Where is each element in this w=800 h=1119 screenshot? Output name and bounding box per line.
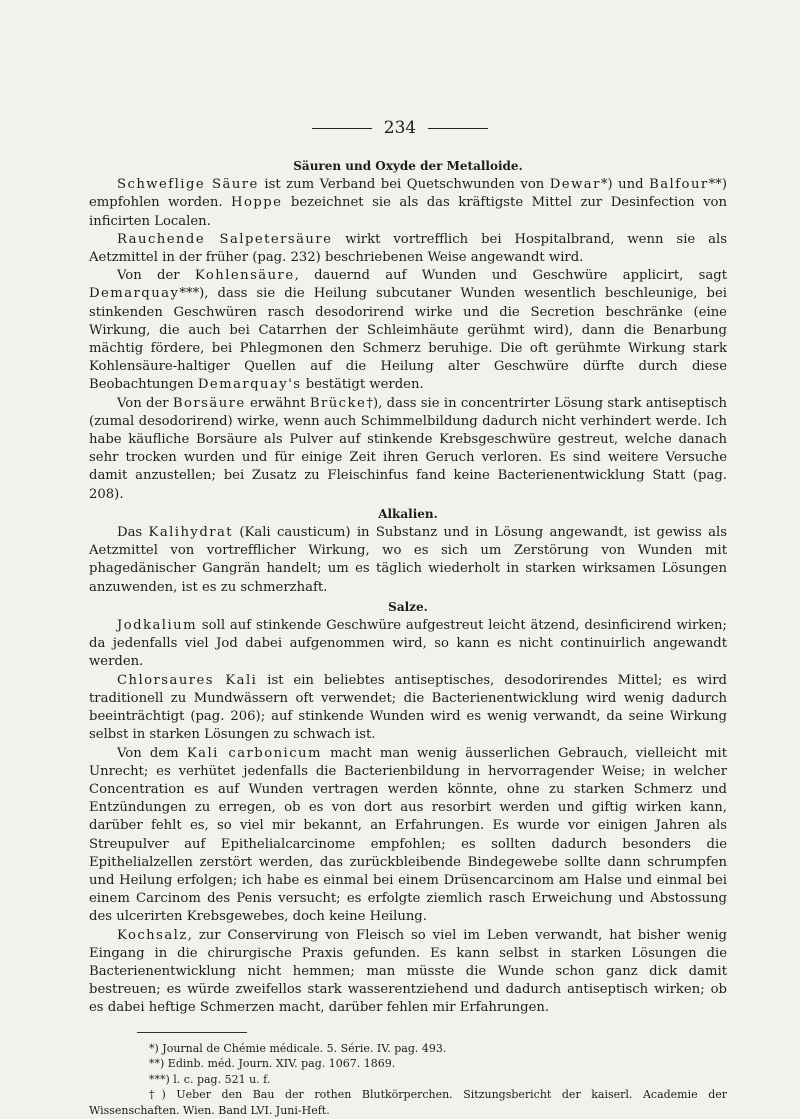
emphasized-term: Borsäure xyxy=(172,395,246,411)
emphasized-term: Kohlensäure xyxy=(194,268,295,284)
footnote: †) Ueber den Bau der rothen Blutkörperchen. Sitzungsbericht der kaiserl. Academie der Wissenschaften. Wien. Band LVI. Juni-Heft. xyxy=(89,1088,727,1117)
paragraph xyxy=(89,231,727,267)
text-run: Das xyxy=(117,525,149,541)
section-heading: Säuren und Oxyde der Metalloide. xyxy=(293,159,523,173)
text-run: macht man wenig äusserlichen Gebrauch, vielleicht mit Unrecht; es verhütet jedenfalls die Bacterienbildung in hervorragender Weise; in welcher Concentration es auf Wunden vertragen werden könnte, ohne zu starken Schmerz und Entzündungen zu erregen, ob es von dort aus resorbirt werden und giftig wirken kann, darüber fehlt es, so viel mir bekannt, an Erfahrungen. Es wurde vor einigen Jahren als Streupulver auf Epithelialcarcinome empfohlen; es sollten dadurch besonders die Epithelialzellen zerstört werden, das zurückbleibende Bindegewebe sollte dann schrumpfen und Heilung erfolgen; ich habe es einmal bei einem Drüsencarcinom am Halse und einmal bei einem Carcinom des Penis versucht; es erfolgte ziemlich rasch Erweichung und Abstossung des ulcerirten Krebsgewebes, doch keine Heilung. xyxy=(89,745,727,925)
text-run: ist zum Verband bei Quetschwunden von xyxy=(258,177,550,193)
text-run: , dauernd auf Wunden und Geschwüre applicirt, sagt xyxy=(294,268,727,284)
paragraph xyxy=(89,927,727,1018)
footnote: **) Edinb. méd. Journ. XIV. pag. 1067. 1869. xyxy=(149,1057,396,1071)
emphasized-term: Brücke xyxy=(309,395,367,411)
emphasized-term: Kali carbonicum xyxy=(186,745,322,761)
text-run: Von der xyxy=(117,395,173,411)
header-rule-left xyxy=(312,128,372,129)
emphasized-term: Hoppe xyxy=(231,195,283,211)
paragraph xyxy=(89,267,727,394)
header-rule-right xyxy=(428,128,488,129)
emphasized-term: Demarquay's xyxy=(197,377,302,393)
text-run: bestätigt werden. xyxy=(301,377,424,393)
emphasized-term: Schweflige Säure xyxy=(117,177,259,193)
paragraph xyxy=(89,524,727,597)
paragraph xyxy=(89,745,727,927)
paragraph xyxy=(89,617,727,672)
footnote-rule xyxy=(137,1032,247,1033)
text-run: (Kali causticum) in Substanz und in Lösung angewandt, ist gewiss als Aetzmittel von vortrefflicher Wirkung, wo es sich um Zerstörung von Wunden mit phagedänischer Gangrän handelt; um es täglich wiederholt in starken wirksamen Lösungen anzuwenden, ist es zu schmerzhaft. xyxy=(89,525,727,595)
text-run: †), dass sie in concentrirter Lösung stark antiseptisch (zumal desodorirend) wirke, wenn auch Schimmelbildung dadurch nicht verhindert werde. Ich habe käufliche Borsäure als Pulver auf stinkende Krebsgeschwüre gestreut, welche danach sehr trocken wurden und für einige Zeit ihren Geruch verloren. Es sind weitere Versuche damit anzustellen; bei Zusatz zu Fleischinfus fand keine Bacterienentwicklung Statt (pag. 208). xyxy=(89,395,727,502)
footnotes xyxy=(89,1041,727,1119)
paragraph xyxy=(89,176,727,231)
page-header xyxy=(0,118,800,138)
text-run: , zur Conservirung von Fleisch so viel im Leben verwandt, hat bisher wenig Eingang in die chirurgische Praxis gefunden. Es kann selbst in starken Lösungen die Bacterienentwicklung nicht hemmen; man müsste die Wunde schon ganz dick damit bestreuen; es würde zweifellos stark wasserentziehend und dadurch antiseptisch wirken; ob es dabei heftige Schmerzen macht, darüber fehlen mir Erfahrungen. xyxy=(89,927,727,1016)
text-run: ***), dass sie die Heilung subcutaner Wunden wesentlich beschleunige, bei stinkenden Geschwüren rasch desodorirend wirke und die Secretion beschränke (eine Wirkung, die auch bei Catarrhen der Schleimhäute gerühmt wird), dann die Benarbung mächtig fördere, bei Phlegmonen den Schmerz beruhige. Die oft gerühmte Wirkung stark Kohlensäure-haltiger Quellen auf die Heilung alter Geschwüre dürfte durch diese Beobachtungen xyxy=(89,286,727,393)
page-number: 234 xyxy=(383,118,417,138)
emphasized-term: Kochsalz xyxy=(117,927,188,943)
text-run: wirkt vortrefflich bei Hospitalbrand, wenn sie als Aetzmittel in der früher (pag. 232) beschriebenen Weise angewandt wird. xyxy=(89,231,727,266)
text-run: Von der xyxy=(117,268,195,284)
footnote: ***) l. c. pag. 521 u. f. xyxy=(149,1072,271,1086)
section-heading: Alkalien. xyxy=(378,506,438,521)
emphasized-term: Kalihydrat xyxy=(148,525,234,541)
text-run: soll auf stinkende Geschwüre aufgestreut leicht ätzend, desinficirend wirken; da jedenfalls viel Jod dabei aufgenommen wird, so kann es nicht continuirlich angewandt werden. xyxy=(89,618,727,670)
emphasized-term: Jodkalium xyxy=(117,618,198,634)
paragraph xyxy=(89,395,727,504)
body-text xyxy=(89,156,727,1119)
text-run: Von dem xyxy=(117,745,187,761)
section-heading: Salze. xyxy=(388,599,428,614)
emphasized-term: Demarquay xyxy=(89,286,180,302)
text-run: erwähnt xyxy=(245,395,310,411)
text-run: ist ein beliebtes antiseptisches, desodorirendes Mittel; es wird traditionell zu Mundwässern oft verwendet; die Bacterienentwicklung wird wenig dadurch beeinträchtigt (pag. 206); auf stinkende Wunden wird es wenig verwandt, da seine Wirkung selbst in starken Lösungen zu schwach ist. xyxy=(89,672,727,743)
text-run: bezeichnet sie als das kräftigste Mittel zur Desinfection von inficirten Localen. xyxy=(89,195,727,229)
paragraph xyxy=(89,672,727,745)
emphasized-term: Chlorsaures Kali xyxy=(117,672,258,688)
emphasized-term: Balfour xyxy=(649,177,709,193)
emphasized-term: Rauchende Salpetersäure xyxy=(117,231,333,247)
emphasized-term: Dewar xyxy=(549,177,601,193)
footnote: *) Journal de Chémie médicale. 5. Série. IV. pag. 493. xyxy=(149,1041,447,1055)
text-run: **) empfohlen worden. xyxy=(89,177,727,211)
text-run: *) und xyxy=(600,177,650,193)
